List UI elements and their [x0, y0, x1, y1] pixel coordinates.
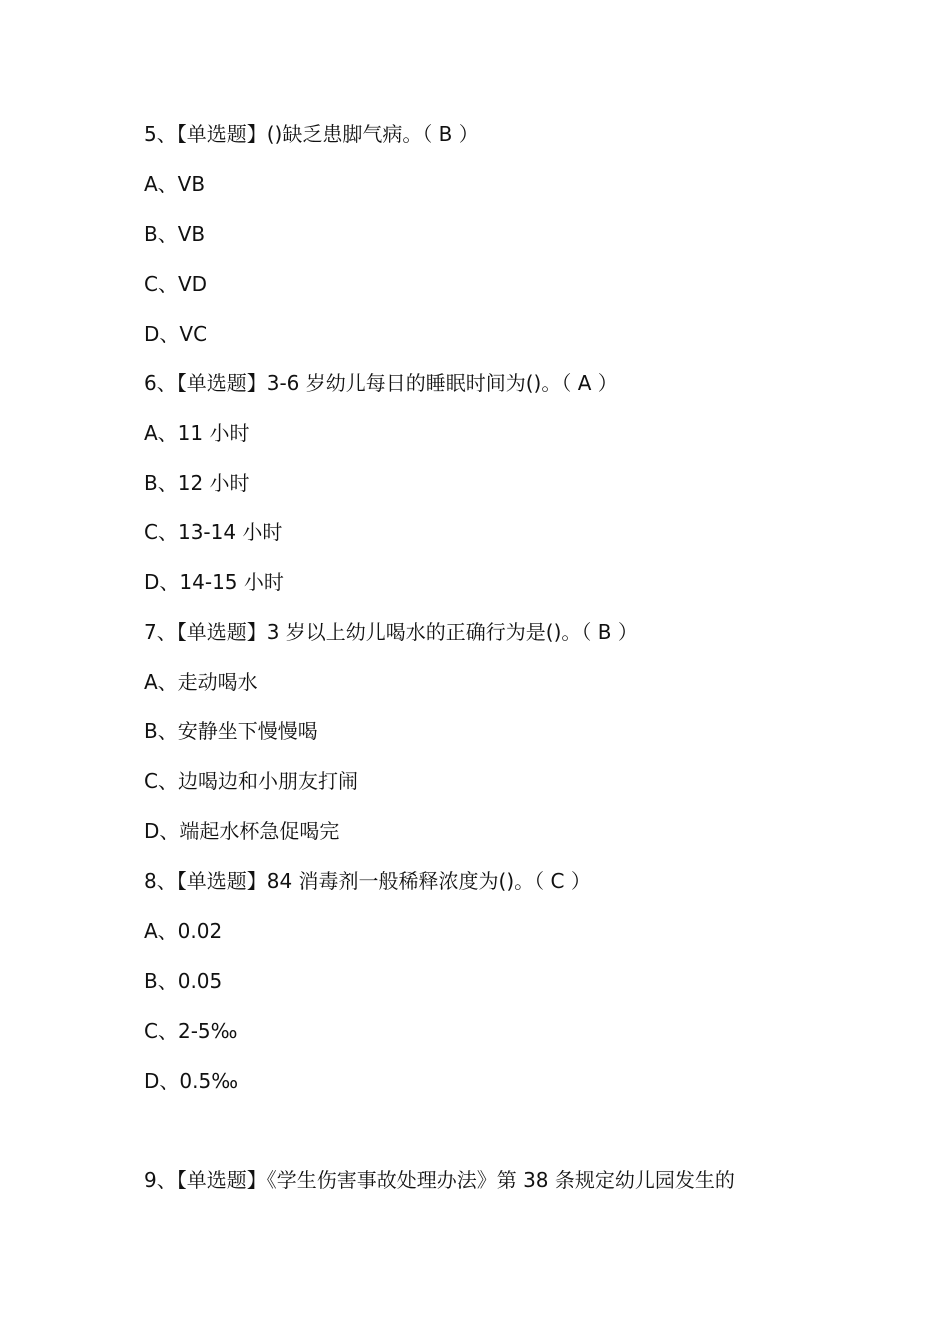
question-8-option-d: D、0.5‰	[144, 1069, 239, 1093]
question-6-option-c: C、13-14 小时	[144, 520, 283, 544]
question-8-option-c: C、2-5‰	[144, 1019, 238, 1043]
question-7-stem: 7、【单选题】3 岁以上幼儿喝水的正确行为是()。（ B ）	[144, 620, 638, 644]
question-5-option-c: C、VD	[144, 272, 208, 296]
question-7-option-c: C、边喝边和小朋友打闹	[144, 769, 358, 793]
question-5-option-d: D、VC	[144, 322, 208, 346]
question-9-stem: 9、【单选题】《学生伤害事故处理办法》第 38 条规定幼儿园发生的	[144, 1168, 735, 1192]
question-6-stem: 6、【单选题】3-6 岁幼儿每日的睡眠时间为()。（ A ）	[144, 371, 618, 395]
question-7-option-d: D、端起水杯急促喝完	[144, 819, 340, 843]
question-6-option-a: A、11 小时	[144, 421, 250, 445]
question-7-option-a: A、走动喝水	[144, 670, 258, 694]
question-6-option-b: B、12 小时	[144, 471, 250, 495]
question-7-option-b: B、安静坐下慢慢喝	[144, 719, 318, 743]
question-8-option-b: B、0.05	[144, 969, 223, 993]
question-6-option-d: D、14-15 小时	[144, 570, 284, 594]
question-5-stem: 5、【单选题】()缺乏患脚气病。（ B ）	[144, 122, 479, 146]
question-8-option-a: A、0.02	[144, 919, 223, 943]
question-5-option-b: B、VB	[144, 222, 206, 246]
question-8-stem: 8、【单选题】84 消毒剂一般稀释浓度为()。（ C ）	[144, 869, 591, 893]
question-5-option-a: A、VB	[144, 172, 206, 196]
